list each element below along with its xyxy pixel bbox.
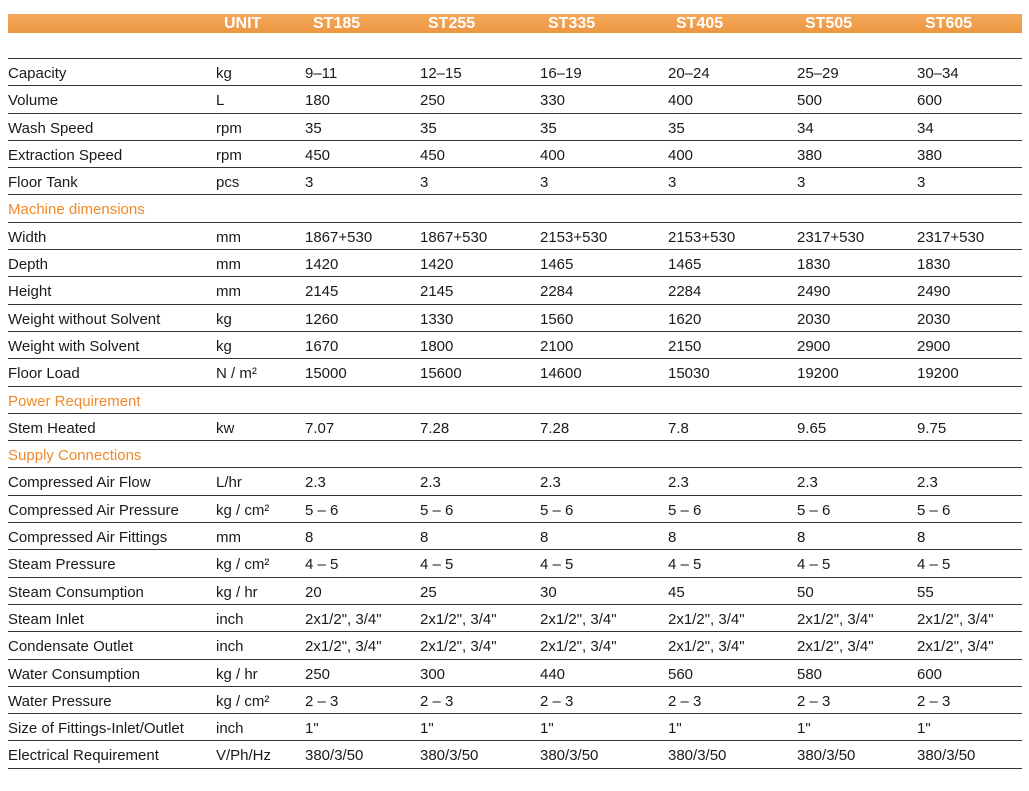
cell-value: 25–29 [797,65,839,82]
table-row [8,550,1022,577]
cell-value: 2490 [797,283,831,301]
row-unit: inch [216,610,244,628]
cell-value: 1330 [420,310,454,328]
row-label: Extraction Speed [8,146,123,164]
table-row [8,114,1022,141]
cell-value: 3 [540,174,549,192]
header-model: ST405 [676,15,724,32]
row-unit: inch [216,720,244,738]
cell-value: 15030 [668,365,710,383]
cell-value: 30–34 [917,65,959,82]
cell-value: 2145 [420,283,454,301]
row-label: Condensate Outlet [8,638,134,656]
row-label: Steam Pressure [8,556,116,574]
cell-value: 4 – 5 [797,556,831,574]
cell-value: 2.3 [917,474,938,492]
row-unit: kg / cm² [216,692,270,710]
cell-value: 2.3 [305,474,326,492]
table-row [8,741,1022,768]
cell-value: 400 [668,92,694,110]
cell-value: 9.65 [797,419,827,437]
cell-value: 1" [305,720,319,738]
cell-value: 35 [420,119,437,137]
cell-value: 2153+530 [668,228,736,246]
section-header-row [8,387,1022,414]
cell-value: 380 [917,146,943,164]
cell-value: 3 [917,174,926,192]
cell-value: 500 [797,92,823,110]
cell-value: 380 [797,146,823,164]
cell-value: 20 [305,583,322,601]
cell-value: 35 [668,119,685,137]
cell-value: 35 [305,119,322,137]
row-unit: mm [216,283,241,301]
cell-value: 380/3/50 [305,747,364,765]
header-model: ST505 [805,15,853,32]
cell-value: 1" [420,720,434,738]
cell-value: 2284 [540,283,574,301]
row-label: Steam Consumption [8,583,144,601]
table-row [8,332,1022,359]
cell-value: 2100 [540,337,574,355]
cell-value: 2x1/2", 3/4" [420,638,497,656]
row-label: Floor Tank [8,174,78,192]
row-label: Height [8,283,52,301]
table-row [8,223,1022,250]
cell-value: 8 [540,529,549,547]
table-row [8,687,1022,714]
cell-value: 4 – 5 [540,556,574,574]
cell-value: 50 [797,583,814,601]
row-unit: kw [216,419,235,437]
cell-value: 2153+530 [540,228,608,246]
row-unit: pcs [216,174,240,192]
cell-value: 8 [305,529,314,547]
cell-value: 300 [420,665,446,683]
cell-value: 1465 [668,256,702,274]
cell-value: 55 [917,583,934,601]
row-label: Size of Fittings-Inlet/Outlet [8,720,184,738]
cell-value: 1" [668,720,682,738]
cell-value: 9–11 [305,65,338,82]
table-row [8,305,1022,332]
cell-value: 450 [420,146,446,164]
table-row [8,660,1022,687]
cell-value: 330 [540,92,566,110]
cell-value: 2 – 3 [305,692,339,710]
section-title: Supply Connections [8,447,142,465]
cell-value: 380/3/50 [420,747,479,765]
cell-value: 2.3 [797,474,818,492]
cell-value: 5 – 6 [917,501,951,519]
cell-value: 4 – 5 [305,556,339,574]
cell-value: 2145 [305,283,339,301]
cell-value: 2x1/2", 3/4" [420,610,497,628]
table-row [8,496,1022,523]
cell-value: 2 – 3 [917,692,951,710]
row-unit: rpm [216,119,242,137]
row-unit: L/hr [216,474,242,492]
cell-value: 34 [797,119,814,137]
cell-value: 2030 [917,310,951,328]
cell-value: 2150 [668,337,702,355]
cell-value: 1560 [540,310,574,328]
header-unit: UNIT [224,15,262,32]
cell-value: 2317+530 [797,228,865,246]
cell-value: 2x1/2", 3/4" [540,610,617,628]
row-label: Compressed Air Pressure [8,501,179,519]
row-unit: kg [216,65,232,82]
cell-value: 2 – 3 [668,692,702,710]
row-label: Width [8,228,47,246]
table-row [8,141,1022,168]
header-model: ST255 [428,15,476,32]
cell-value: 3 [420,174,429,192]
cell-value: 1420 [420,256,454,274]
row-label: Electrical Requirement [8,747,159,765]
cell-value: 600 [917,665,943,683]
cell-value: 2x1/2", 3/4" [668,610,745,628]
row-unit: inch [216,638,244,656]
cell-value: 2.3 [420,474,441,492]
cell-value: 8 [420,529,429,547]
cell-value: 8 [668,529,677,547]
section-title: Power Requirement [8,392,141,410]
row-unit: kg / cm² [216,501,270,519]
cell-value: 2030 [797,310,831,328]
cell-value: 2x1/2", 3/4" [668,638,745,656]
cell-value: 2x1/2", 3/4" [305,610,382,628]
row-unit: kg [216,310,232,328]
cell-value: 250 [305,665,331,683]
row-unit: kg [216,337,232,355]
cell-value: 16–19 [540,65,582,82]
cell-value: 19200 [917,365,959,383]
cell-value: 1420 [305,256,339,274]
cell-value: 450 [305,146,331,164]
cell-value: 19200 [797,365,839,383]
row-unit: kg / hr [216,583,258,601]
cell-value: 2317+530 [917,228,985,246]
table-row [8,714,1022,741]
row-label: Volume [8,92,59,110]
header-model: ST335 [548,15,596,32]
cell-value: 2x1/2", 3/4" [917,610,994,628]
cell-value: 5 – 6 [420,501,454,519]
row-unit: rpm [216,146,242,164]
cell-value: 7.07 [305,419,335,437]
cell-value: 2x1/2", 3/4" [797,638,874,656]
row-label: Wash Speed [8,119,94,137]
table-header-bar [8,14,1022,33]
cell-value: 1" [797,720,811,738]
row-unit: kg / hr [216,665,258,683]
cell-value: 5 – 6 [797,501,831,519]
cell-value: 7.28 [540,419,570,437]
row-unit: N / m² [216,365,257,383]
cell-value: 2x1/2", 3/4" [917,638,994,656]
row-label: Capacity [8,65,67,82]
row-label: Floor Load [8,365,80,383]
table-row [8,523,1022,550]
table-row [8,468,1022,495]
section-header-row [8,441,1022,468]
cell-value: 400 [540,146,566,164]
cell-value: 34 [917,119,934,137]
cell-value: 380/3/50 [668,747,727,765]
cell-value: 2284 [668,283,702,301]
table-row [8,277,1022,304]
cell-value: 4 – 5 [420,556,454,574]
cell-value: 1" [917,720,931,738]
cell-value: 2900 [797,337,831,355]
row-label: Depth [8,256,49,274]
row-label: Compressed Air Flow [8,474,151,492]
cell-value: 5 – 6 [668,501,702,519]
cell-value: 5 – 6 [305,501,339,519]
row-unit: kg / cm² [216,556,270,574]
cell-value: 2900 [917,337,951,355]
table-row [8,414,1022,441]
row-label: Water Consumption [8,665,140,683]
cell-value: 400 [668,146,694,164]
cell-value: 7.8 [668,419,689,437]
cell-value: 1830 [797,256,831,274]
cell-value: 2 – 3 [420,692,454,710]
row-unit: V/Ph/Hz [216,747,272,765]
cell-value: 380/3/50 [797,747,856,765]
table-row [8,86,1022,113]
cell-value: 3 [668,174,677,192]
cell-value: 3 [305,174,314,192]
table-row [8,250,1022,277]
cell-value: 35 [540,119,557,137]
row-label: Water Pressure [8,692,112,710]
cell-value: 3 [797,174,806,192]
cell-value: 1800 [420,337,454,355]
cell-value: 580 [797,665,823,683]
cell-value: 180 [305,92,331,110]
cell-value: 2 – 3 [797,692,831,710]
table-row [8,59,1022,86]
cell-value: 2.3 [668,474,689,492]
cell-value: 1260 [305,310,339,328]
row-unit: L [216,92,225,110]
row-label: Stem Heated [8,419,96,437]
cell-value: 1465 [540,256,574,274]
cell-value: 1867+530 [305,228,373,246]
cell-value: 5 – 6 [540,501,574,519]
cell-value: 20–24 [668,65,710,82]
table-row [8,359,1022,386]
cell-value: 15000 [305,365,347,383]
cell-value: 30 [540,583,557,601]
cell-value: 440 [540,665,566,683]
cell-value: 45 [668,583,685,601]
cell-value: 7.28 [420,419,450,437]
cell-value: 2x1/2", 3/4" [540,638,617,656]
row-unit: mm [216,529,241,547]
cell-value: 14600 [540,365,582,383]
row-label: Weight with Solvent [8,337,140,355]
cell-value: 1830 [917,256,951,274]
row-label: Weight without Solvent [8,310,161,328]
cell-value: 1" [540,720,554,738]
cell-value: 560 [668,665,694,683]
cell-value: 600 [917,92,943,110]
table-row [8,578,1022,605]
cell-value: 380/3/50 [540,747,599,765]
cell-value: 1620 [668,310,702,328]
cell-value: 250 [420,92,446,110]
cell-value: 8 [797,529,806,547]
cell-value: 2490 [917,283,951,301]
cell-value: 2x1/2", 3/4" [305,638,382,656]
table-row [8,632,1022,659]
spec-table [8,58,1022,769]
row-label: Steam Inlet [8,610,84,628]
section-header-row [8,195,1022,222]
row-unit: mm [216,256,241,274]
header-model: ST605 [925,15,973,32]
cell-value: 4 – 5 [668,556,702,574]
cell-value: 380/3/50 [917,747,976,765]
cell-value: 2 – 3 [540,692,574,710]
cell-value: 1867+530 [420,228,488,246]
cell-value: 25 [420,583,437,601]
cell-value: 4 – 5 [917,556,951,574]
row-label: Compressed Air Fittings [8,529,168,547]
section-title: Machine dimensions [8,201,145,219]
table-row [8,605,1022,632]
cell-value: 2.3 [540,474,561,492]
cell-value: 12–15 [420,65,462,82]
cell-value: 15600 [420,365,462,383]
table-row [8,168,1022,195]
row-unit: mm [216,228,241,246]
cell-value: 2x1/2", 3/4" [797,610,874,628]
cell-value: 1670 [305,337,339,355]
cell-value: 8 [917,529,926,547]
cell-value: 9.75 [917,419,947,437]
header-model: ST185 [313,15,361,32]
